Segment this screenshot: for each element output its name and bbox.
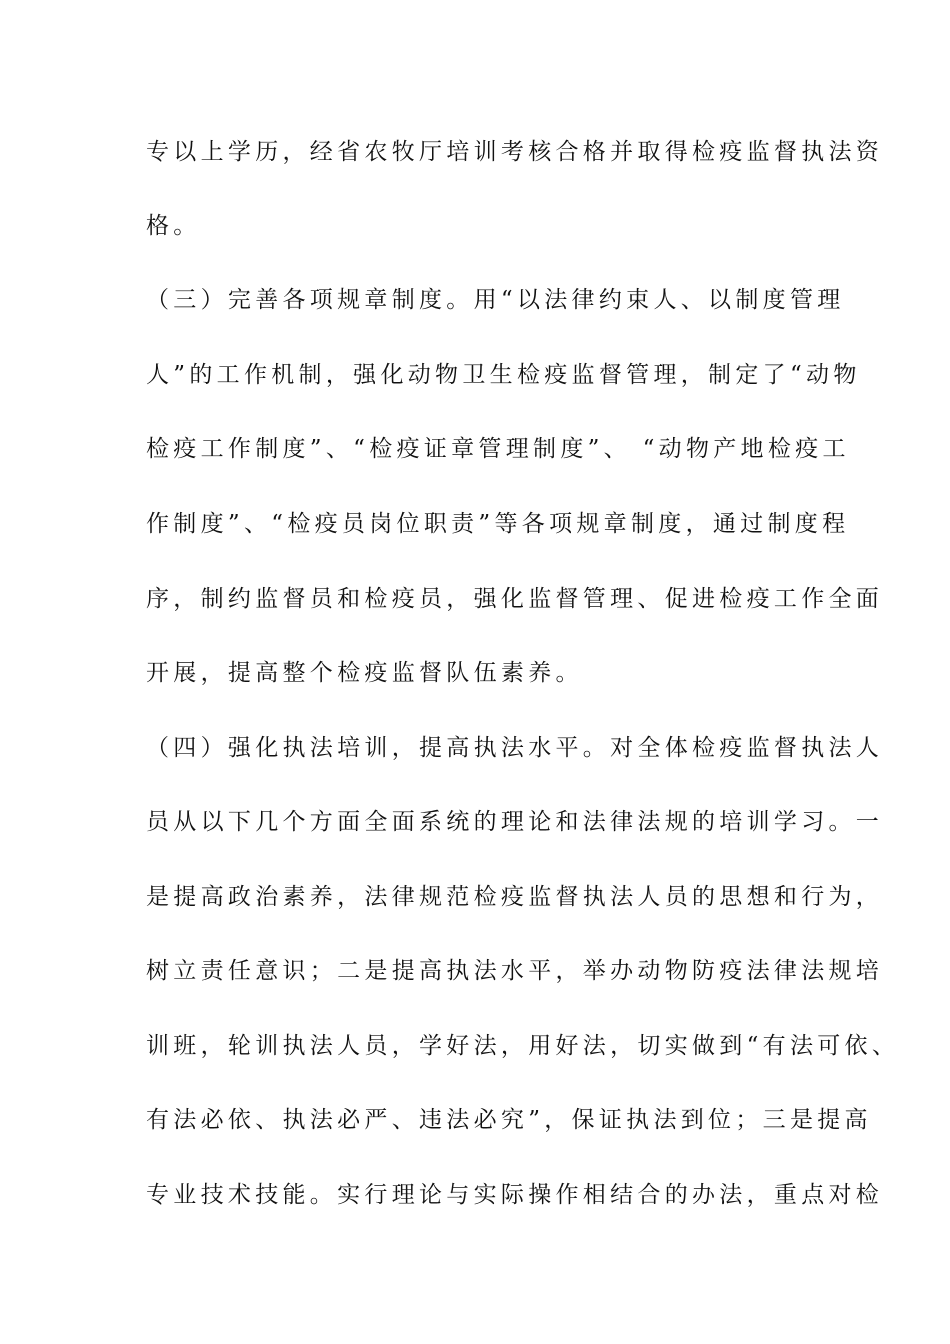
text-line-9: （四）强化执法培训，提高执法水平。对全体检疫监督执法人 xyxy=(146,735,884,761)
text-line-5: 检疫工作制度”、“检疫证章管理制度”、 “动物产地检疫工 xyxy=(146,436,850,462)
text-line-8: 开展，提高整个检疫监督队伍素养。 xyxy=(146,660,583,686)
text-line-14: 有法必依、执法必严、违法必究”，保证执法到位；三是提高 xyxy=(146,1107,872,1133)
text-line-4: 人”的工作机制，强化动物卫生检疫监督管理，制定了“动物 xyxy=(146,362,861,388)
text-line-7: 序，制约监督员和检疫员，强化监督管理、促进检疫工作全面 xyxy=(146,586,884,612)
text-line-10: 员从以下几个方面全面系统的理论和法律法规的培训学习。一 xyxy=(146,809,884,835)
text-line-3: （三）完善各项规章制度。用“以法律约束人、以制度管理 xyxy=(146,287,845,313)
text-line-13: 训班，轮训执法人员，学好法，用好法，切实做到“有法可依、 xyxy=(146,1033,900,1059)
text-line-2: 格。 xyxy=(146,213,201,239)
text-line-11: 是提高政治素养，法律规范检疫监督执法人员的思想和行为， xyxy=(146,884,884,910)
text-line-12: 树立责任意识；二是提高执法水平，举办动物防疫法律法规培 xyxy=(146,958,884,984)
text-line-15: 专业技术技能。实行理论与实际操作相结合的办法，重点对检 xyxy=(146,1182,884,1208)
text-line-1: 专以上学历，经省农牧厅培训考核合格并取得检疫监督执法资 xyxy=(146,139,884,165)
text-line-6: 作制度”、“检疫员岗位职责”等各项规章制度，通过制度程 xyxy=(146,511,850,537)
